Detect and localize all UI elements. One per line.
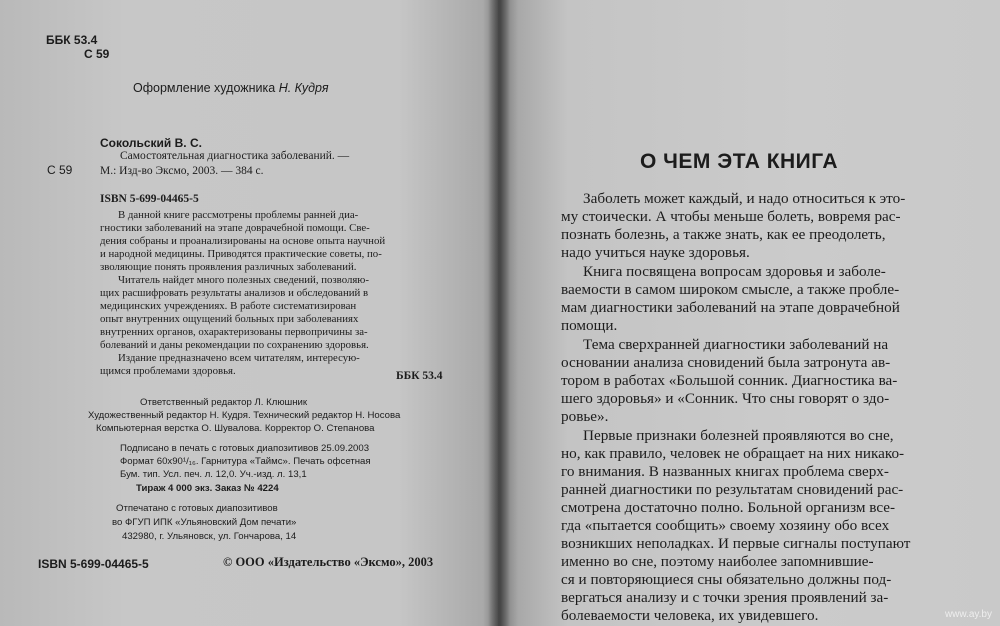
annotation-line: Читатель найдет много полезных сведений, позволяю- bbox=[118, 274, 369, 286]
printer-info-line: 432980, г. Ульяновск, ул. Гончарова, 14 bbox=[122, 531, 297, 542]
chapter-title: О ЧЕМ ЭТА КНИГА bbox=[640, 150, 839, 173]
credit-line: Ответственный редактор Л. Клюшник bbox=[140, 397, 308, 408]
annotation-line: внутренних органов, охарактеризованы первопричины за- bbox=[100, 326, 368, 338]
annotation-line: дения собраны и проанализированы на основе опыта научной bbox=[100, 235, 386, 247]
credit-line: Компьютерная верстка О. Шувалова. Корректор О. Степанова bbox=[96, 423, 375, 434]
annotation-line: и народной медицины. Приводятся практические советы, по- bbox=[100, 248, 382, 260]
body-line: го внимания. В названных книгах проблема сверх- bbox=[561, 463, 889, 480]
body-line: надо учиться науке здоровья. bbox=[561, 244, 750, 261]
body-line: мам диагностики заболеваний на этапе доврачебной bbox=[561, 299, 900, 316]
copyright: © ООО «Издательство «Эксмо», 2003 bbox=[223, 555, 434, 569]
print-info-line: Тираж 4 000 экз. Заказ № 4224 bbox=[136, 483, 279, 494]
body-line: вергаться анализу и с точки зрения проявлений за- bbox=[561, 589, 889, 606]
annotation-line: В данной книге рассмотрены проблемы ранней диа- bbox=[118, 209, 359, 221]
body-line: му стоически. А чтобы меньше болеть, вовремя рас- bbox=[561, 208, 901, 225]
designer-credit bbox=[133, 81, 329, 95]
body-line: тором в работах «Большой сонник. Диагностика ва- bbox=[561, 372, 898, 389]
isbn-bib: ISBN 5-699-04465-5 bbox=[100, 193, 199, 205]
isbn-bottom: ISBN 5-699-04465-5 bbox=[38, 557, 149, 571]
annotation-line: гностики заболеваний на этапе доврачебной помощи. Све- bbox=[100, 222, 370, 234]
author-code-side: С 59 bbox=[47, 163, 73, 177]
watermark: www.ay.by bbox=[944, 609, 992, 620]
annotation-line: болеваний и даны рекомендации по сохранению здоровья. bbox=[100, 339, 369, 351]
body-line: возникших неполадках. И первые сигналы поступают bbox=[561, 535, 911, 552]
body-line: ровье». bbox=[561, 408, 609, 425]
bib-line-2: М.: Изд-во Эксмо, 2003. — 384 с. bbox=[100, 165, 264, 177]
printer-info-line: Отпечатано с готовых диапозитивов bbox=[116, 503, 278, 514]
body-line: познать болезнь, а также знать, как ее преодолеть, bbox=[561, 226, 886, 243]
bib-line-1: Самостоятельная диагностика заболеваний. — bbox=[120, 150, 350, 162]
bbk-code-top: ББК 53.4 bbox=[46, 33, 98, 47]
body-line: Тема сверхранней диагностики заболеваний на bbox=[583, 336, 889, 353]
designer-label: Оформление художника bbox=[133, 81, 276, 95]
annotation-line: щих расшифровать результаты анализов и обследований в bbox=[100, 287, 369, 299]
body-line: помощи. bbox=[561, 317, 618, 334]
annotation-line: медицинских учреждениях. В работе систематизирован bbox=[100, 300, 357, 312]
left-page bbox=[0, 0, 498, 626]
annotation-line: щимся проблемами здоровья. bbox=[100, 365, 236, 377]
print-info-line: Бум. тип. Усл. печ. л. 12,0. Уч.-изд. л. 13,1 bbox=[120, 469, 307, 480]
body-line: ваемости в самом широком смысле, а также пробле- bbox=[561, 281, 900, 298]
annotation-line: Издание предназначено всем читателям, интересую- bbox=[118, 352, 360, 364]
body-line: но, как правило, человек не обращает на них никако- bbox=[561, 445, 905, 462]
print-info-line: Подписано в печать с готовых диапозитивов 25.09.2003 bbox=[120, 443, 370, 454]
annotation-line: опыт внутренних ощущений больных при заболеваниях bbox=[100, 313, 359, 325]
credit-line: Художественный редактор Н. Кудря. Технический редактор Н. Носова bbox=[88, 410, 401, 421]
printer-info-line: во ФГУП ИПК «Ульяновский Дом печати» bbox=[112, 517, 297, 528]
annotation-line: зволяющие понять проявления различных заболеваний. bbox=[100, 261, 357, 273]
book-gutter-shadow bbox=[488, 0, 510, 626]
body-line: ранней диагностики по результатам сновидений рас- bbox=[561, 481, 904, 498]
body-line: Заболеть может каждый, и надо относиться к это- bbox=[583, 190, 906, 207]
author-name: Сокольский В. С. bbox=[100, 136, 202, 150]
body-line: основании анализа сновидений была затронута ав- bbox=[561, 354, 891, 371]
body-line: Первые признаки болезней проявляются во сне, bbox=[583, 427, 894, 444]
print-info-line: Формат 60x90¹/₁₆. Гарнитура «Таймс». Печать офсетная bbox=[120, 456, 371, 467]
body-line: гда «пытается сообщить» своему хозяину обо всех bbox=[561, 517, 890, 534]
body-line: ся и повторяющиеся сны обязательно должны под- bbox=[561, 571, 892, 588]
body-line: шего здоровья» и «Сонник. Что сны говорят о здо- bbox=[561, 390, 890, 407]
body-line: Книга посвящена вопросам здоровья и заболе- bbox=[583, 263, 886, 280]
author-code-top: С 59 bbox=[84, 47, 110, 61]
body-line: смотрена достаточно полно. Больной организм все- bbox=[561, 499, 896, 516]
designer-name: Н. Кудря bbox=[278, 81, 329, 95]
body-line: именно во сне, поэтому наиболее запомнившие- bbox=[561, 553, 874, 570]
body-line: болеваемости человека, их увидевшего. bbox=[561, 607, 819, 624]
bbk-code-bottom: ББК 53.4 bbox=[396, 370, 443, 382]
